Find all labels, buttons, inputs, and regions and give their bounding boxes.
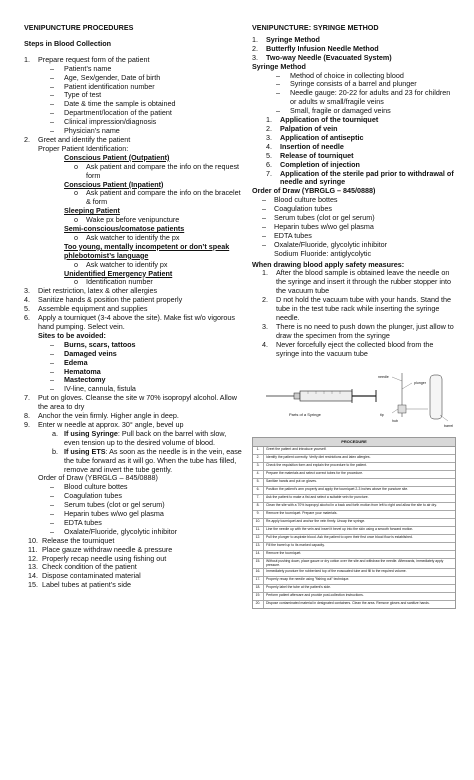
item-number: 2. bbox=[262, 295, 268, 305]
row-number: 17. bbox=[253, 577, 264, 584]
bullet-marker: – bbox=[276, 70, 280, 80]
row-number: 11. bbox=[253, 527, 264, 534]
table-row bbox=[253, 593, 455, 601]
row-number: 15. bbox=[253, 559, 264, 568]
row-number: 13. bbox=[253, 543, 264, 550]
list-item: 3. Diet restriction, latex & other allergies bbox=[24, 286, 158, 296]
item-text: EDTA tubes bbox=[274, 230, 312, 240]
bullet-marker: – bbox=[50, 126, 54, 136]
item-text: Serum tubes (clot or gel serum) bbox=[274, 213, 375, 223]
bullet-marker: – bbox=[50, 90, 54, 100]
figure-caption: Parts of a Syringe bbox=[289, 411, 321, 417]
table-row bbox=[253, 447, 455, 455]
note: Sodium Fluoride: antiglycolytic bbox=[274, 248, 372, 258]
item-text: Type of test bbox=[64, 90, 102, 100]
item-text: Dispose contaminated material bbox=[42, 571, 141, 581]
table-row bbox=[253, 577, 455, 585]
dash-item bbox=[252, 89, 457, 107]
item-text: There is no need to push down the plunger, just allow to draw the specimen from the syringe bbox=[276, 321, 454, 340]
bullet-marker: o bbox=[74, 232, 78, 242]
row-number: 10. bbox=[253, 519, 264, 526]
item-text: Blood culture bottes bbox=[64, 482, 128, 492]
item-number: 4. bbox=[266, 141, 272, 151]
bullet-marker: – bbox=[50, 482, 54, 492]
item-text: Coagulation tubes bbox=[274, 204, 332, 214]
plunger-label: plunger bbox=[414, 380, 426, 385]
row-number: 16. bbox=[253, 569, 264, 576]
item-text: Wake px before venipuncture bbox=[86, 215, 180, 225]
item-text: Burns, scars, tattoos bbox=[64, 339, 136, 349]
bullet-marker: – bbox=[50, 526, 54, 536]
section-title: VENIPUNCTURE: SYRINGE METHOD bbox=[252, 23, 379, 32]
row-text: Remove the tourniquet. bbox=[266, 550, 302, 555]
table-row bbox=[253, 543, 455, 551]
item-text: Date & time the sample is obtained bbox=[64, 99, 176, 109]
needle-label: needle bbox=[378, 374, 389, 379]
item-text: Clinical impression/diagnosis bbox=[64, 117, 157, 127]
row-text: Greet the patient and introduce yourself. bbox=[266, 446, 327, 451]
tip-label: tip bbox=[380, 412, 384, 417]
bullet-marker: – bbox=[50, 509, 54, 519]
bullet-marker: – bbox=[50, 375, 54, 385]
row-text: Identify the patient correctly. Verify diet restrictions and latex allergies. bbox=[266, 454, 371, 459]
item-text: Palpation of vein bbox=[280, 123, 338, 133]
list-item: 5. Assemble equipment and supplies bbox=[24, 304, 148, 314]
item-text: Completion of injection bbox=[280, 159, 360, 169]
list-item bbox=[252, 170, 457, 188]
table-row bbox=[253, 503, 455, 511]
dash-item bbox=[252, 241, 457, 250]
item-number: 4. bbox=[262, 339, 268, 349]
item-text: Check condition of the patient bbox=[42, 562, 137, 572]
row-number: 19. bbox=[253, 593, 264, 600]
bullet-marker: – bbox=[262, 230, 266, 240]
dash-item bbox=[24, 368, 242, 377]
bullet-marker: – bbox=[262, 195, 266, 205]
row-number: 3. bbox=[253, 463, 264, 470]
bullet-marker: – bbox=[50, 348, 54, 358]
section-heading: Steps in Blood Collection bbox=[24, 38, 112, 48]
item-text: Insertion of needle bbox=[280, 141, 344, 151]
item-text: D not hold the vacuum tube with your hands. Stand the tube in the test tube rack while inserting the syringe needle. bbox=[276, 295, 452, 322]
item-text: Heparin tubes w/wo gel plasma bbox=[274, 221, 374, 231]
item-text: Damaged veins bbox=[64, 348, 117, 358]
row-number: 8. bbox=[253, 503, 264, 510]
list-item bbox=[252, 341, 457, 359]
item-text: Edema bbox=[64, 357, 88, 367]
item-text: Two-way Needle (Evacuated System) bbox=[266, 52, 392, 62]
item-text: Oxalate/Fluoride, glycolytic inhibitor bbox=[274, 239, 388, 249]
id-group-label: Sleeping Patient bbox=[64, 206, 120, 216]
bullet-marker: o bbox=[74, 277, 78, 287]
item-text: Application of the tourniquet bbox=[280, 115, 379, 125]
list-item bbox=[252, 54, 457, 63]
item-text: Oxalate/Fluoride, glycolytic inhibitor bbox=[64, 526, 178, 536]
item-text: Mastectomy bbox=[64, 375, 106, 385]
id-group-label: Conscious Patient (Inpatient) bbox=[64, 179, 164, 189]
row-number: 7. bbox=[253, 495, 264, 502]
table-row bbox=[253, 463, 455, 471]
id-group-label: Semi-conscious/comatose patients bbox=[64, 224, 185, 234]
row-number: 18. bbox=[253, 585, 264, 592]
id-group-label: Too young, mentally incompetent or don’t speak phlebotomist’s language bbox=[64, 241, 230, 260]
item-text: Ask patient and compare the info on the bracelet & form bbox=[86, 188, 241, 207]
bullet-marker: – bbox=[262, 221, 266, 231]
item-number: 3. bbox=[262, 321, 268, 331]
list-item: 7. Put on gloves. Cleanse the site w 70% isopropyl alcohol. Allow the area to dry bbox=[24, 393, 237, 412]
list-item: b. If using ETS: As soon as the needle is in the vein, ease the tube forward as it will go. When the tube has filled, remove and invert the tube gently. bbox=[52, 446, 242, 474]
item-text: Age, Sex/gender, Date of birth bbox=[64, 72, 161, 82]
item-text: Department/location of the patient bbox=[64, 108, 172, 118]
list-item bbox=[252, 269, 457, 296]
row-text: Properly recap the needle using "fishing out" technique. bbox=[266, 576, 350, 581]
bullet-marker: – bbox=[276, 106, 280, 116]
table-row bbox=[253, 487, 455, 495]
item-text: Application of the sterile pad prior to withdrawal of needle and syringe bbox=[280, 168, 454, 187]
row-text: Properly label the tube at the patient's side. bbox=[266, 584, 331, 589]
row-text: Pull the plunger to aspirate blood. Ask the patient to open their first once blood flow is established. bbox=[266, 534, 413, 539]
list-item: 9. Enter w needle at approx. 30° angle, bevel up bbox=[24, 419, 184, 429]
item-number: 13. bbox=[28, 562, 38, 572]
syringe-diagram bbox=[252, 365, 457, 431]
dash-item bbox=[24, 350, 242, 359]
item-number: 1. bbox=[262, 268, 268, 278]
row-number: 6. bbox=[253, 487, 264, 494]
item-text: EDTA tubes bbox=[64, 517, 102, 527]
sub-heading: Sites to be avoided: bbox=[38, 330, 106, 340]
item-text: Heparin tubes w/wo gel plasma bbox=[64, 509, 164, 519]
dash-item bbox=[24, 163, 242, 181]
item-text: Butterfly Infusion Needle Method bbox=[266, 43, 379, 53]
row-text: Clean the site with a 70% isopropyl alcohol in a back and forth motion from left to right and allow the site to air dry. bbox=[266, 502, 437, 507]
item-number: 1. bbox=[266, 115, 272, 125]
bullet-marker: o bbox=[74, 161, 78, 171]
item-number: 10. bbox=[28, 535, 38, 545]
item-number: 2. bbox=[252, 43, 258, 53]
list-item: 4. Sanitize hands & position the patient properly bbox=[24, 295, 183, 305]
id-group-label: Conscious Patient (Outpatient) bbox=[64, 152, 170, 162]
item-text: Physician’s name bbox=[64, 126, 120, 136]
table-row bbox=[253, 551, 455, 559]
row-text: Immediately puncture the rubberized top of the evacuated tube and fill to the required volume. bbox=[266, 568, 407, 573]
row-text: Check the requisition form and explain the procedure to the patient. bbox=[266, 462, 368, 467]
list-item bbox=[252, 296, 457, 323]
item-number: 5. bbox=[266, 150, 272, 160]
dash-item bbox=[24, 510, 242, 519]
item-text: Needle gauge: 20-22 for adults and 23 for children or adults w small/fragile veins bbox=[290, 88, 451, 107]
item-number: 3. bbox=[252, 52, 258, 62]
item-text: Method of choice in collecting blood bbox=[290, 70, 404, 80]
item-number: 11. bbox=[28, 544, 38, 554]
bullet-marker: – bbox=[276, 79, 280, 89]
item-text: Ask watcher to identify px bbox=[86, 259, 168, 269]
row-number: 1. bbox=[253, 447, 264, 454]
table-row bbox=[253, 559, 455, 569]
hub-label: hub bbox=[392, 418, 398, 423]
bullet-marker: – bbox=[262, 204, 266, 214]
item-text: Patient’s name bbox=[64, 63, 112, 73]
row-text: Re-apply tourniquet and anchor the vein firmly. Uncap the syringe. bbox=[266, 518, 366, 523]
row-number: 2. bbox=[253, 455, 264, 462]
item-number: 6. bbox=[266, 159, 272, 169]
procedure-table bbox=[252, 437, 456, 609]
bullet-marker: – bbox=[50, 81, 54, 91]
table-row bbox=[253, 601, 455, 608]
bullet-marker: – bbox=[50, 117, 54, 127]
table-row bbox=[253, 511, 455, 519]
sub-heading: When drawing blood apply safety measures: bbox=[252, 259, 405, 269]
page-title: VENIPUNCTURE PROCEDURES bbox=[24, 23, 134, 32]
row-text: Dispose contaminated material in designated containers. Clean the area. Remove gloves and sanitize hands. bbox=[266, 600, 430, 605]
bullet-marker: – bbox=[50, 339, 54, 349]
syringe-figure bbox=[252, 365, 457, 431]
bullet-marker: – bbox=[50, 63, 54, 73]
row-text: Fill the barrel up to its marked capacity. bbox=[266, 542, 325, 547]
dash-item bbox=[24, 359, 242, 368]
item-text: Release of tourniquet bbox=[280, 150, 354, 160]
table-row bbox=[253, 519, 455, 527]
item-text: Hematoma bbox=[64, 366, 101, 376]
item-text: Blood culture bottes bbox=[274, 195, 338, 205]
item-number: 7. bbox=[266, 168, 272, 178]
dash-item bbox=[24, 83, 242, 92]
row-text: Prepare the materials and select correct tubes for the procedure. bbox=[266, 470, 364, 475]
list-item bbox=[24, 581, 242, 590]
dash-item: – IV-line, cannula, fistula bbox=[50, 384, 136, 394]
dash-item bbox=[24, 189, 242, 207]
dash-item bbox=[24, 118, 242, 127]
bullet-marker: o bbox=[74, 259, 78, 269]
row-text: Line the needle up with the vein and insert it bevel up into the skin using a smooth forward motion. bbox=[266, 526, 414, 531]
bullet-marker: – bbox=[262, 213, 266, 223]
sub-heading: Order of Draw (YBRGLG – 845/0888) bbox=[38, 473, 158, 483]
item-text: Release the tourniquet bbox=[42, 535, 115, 545]
bullet-marker: – bbox=[50, 99, 54, 109]
barrel-label: barrel bbox=[444, 423, 454, 428]
item-text: Application of antiseptic bbox=[280, 132, 364, 142]
bullet-marker: – bbox=[276, 88, 280, 98]
item-text: Ask patient and compare the info on the request form bbox=[86, 161, 240, 180]
table-row bbox=[253, 585, 455, 593]
list-item: 8. Anchor the vein firmly. Higher angle in deep. bbox=[24, 411, 179, 421]
item-text: Serum tubes (clot or gel serum) bbox=[64, 500, 165, 510]
list-item: 1. Prepare request form of the patient bbox=[24, 54, 150, 64]
table-row bbox=[253, 527, 455, 535]
row-number: 4. bbox=[253, 471, 264, 478]
left-column bbox=[24, 24, 242, 590]
id-group-label: Unidentified Emergency Patient bbox=[64, 268, 173, 278]
list-item bbox=[252, 323, 457, 341]
table-row bbox=[253, 535, 455, 543]
row-text: Position the patient's arm properly and apply the tourniquet 2-3 inches above the puncture site. bbox=[266, 486, 409, 491]
item-text: Small, fragile or damaged veins bbox=[290, 106, 391, 116]
row-number: 20. bbox=[253, 601, 264, 608]
item-text: Never forcefully eject the collected blood from the syringe into the vacuum tube bbox=[276, 339, 434, 358]
bullet-marker: – bbox=[50, 72, 54, 82]
item-number: 2. bbox=[266, 123, 272, 133]
item-number: 12. bbox=[28, 553, 38, 563]
table-row bbox=[253, 471, 455, 479]
item-text: After the blood sample is obtained leave the needle on the syringe and insert it through the rubber stopper into the vacuum tube bbox=[276, 268, 452, 296]
item-text: Ask watcher to identify the px bbox=[86, 232, 180, 242]
bullet-marker: o bbox=[74, 188, 78, 198]
table-row bbox=[253, 495, 455, 503]
row-text: Perform patient aftercare and provide post-collection instructions. bbox=[266, 592, 364, 597]
item-number: 1. bbox=[252, 34, 258, 44]
row-number: 14. bbox=[253, 551, 264, 558]
bullet-marker: – bbox=[50, 491, 54, 501]
item-text: Place gauze withdraw needle & pressure bbox=[42, 544, 173, 554]
row-number: 9. bbox=[253, 511, 264, 518]
bullet-marker: – bbox=[50, 366, 54, 376]
item-text: Identification number bbox=[86, 277, 153, 287]
bullet-marker: – bbox=[50, 500, 54, 510]
sub-heading: Order of Draw (YBRGLG – 845/0888) bbox=[252, 186, 376, 196]
bullet-marker: – bbox=[50, 108, 54, 118]
sub-heading: Proper Patient Identification: bbox=[38, 143, 129, 153]
row-number: 12. bbox=[253, 535, 264, 542]
table-row bbox=[253, 455, 455, 463]
sub-heading: Syringe Method bbox=[252, 61, 306, 71]
item-text: Syringe Method bbox=[266, 34, 320, 44]
row-text: Sanitize hands and put on gloves. bbox=[266, 478, 317, 483]
item-text: Patient identification number bbox=[64, 81, 155, 91]
item-number: 14. bbox=[28, 571, 38, 581]
item-text: Coagulation tubes bbox=[64, 491, 122, 501]
list-item: 6. Apply a tourniquet (3-4 above the site). Make fist w/o vigorous hand pumping. Select vein. bbox=[24, 313, 235, 331]
item-number: 15. bbox=[28, 580, 38, 590]
row-text: Without pushing down, place gauze or dry cotton over the site and withdraw the needle. Afterwards, immediately apply pressure. bbox=[266, 558, 444, 568]
row-number: 5. bbox=[253, 479, 264, 486]
table-row bbox=[253, 479, 455, 487]
item-number: 3. bbox=[266, 132, 272, 142]
dash-item bbox=[24, 341, 242, 350]
table-header: PROCEDURE bbox=[253, 438, 455, 447]
bullet-marker: – bbox=[50, 517, 54, 527]
dash-item bbox=[24, 483, 242, 492]
table-row bbox=[253, 569, 455, 577]
bullet-marker: o bbox=[74, 215, 78, 225]
item-text: Syringe consists of a barrel and plunger bbox=[290, 79, 417, 89]
row-text: Ask the patient to make a fist and select a suitable vein for puncture. bbox=[266, 494, 369, 499]
bullet-marker: – bbox=[50, 357, 54, 367]
bullet-marker: – bbox=[262, 239, 266, 249]
list-item: 2. Greet and identify the patient bbox=[24, 134, 131, 144]
right-column bbox=[252, 24, 457, 609]
row-text: Remove the tourniquet. Prepare your materials. bbox=[266, 510, 338, 515]
item-text: Label tubes at patient’s side bbox=[42, 580, 131, 590]
list-item: a. If using Syringe: Pull back on the barrel with slow, even tension up to the desired volume of blood. bbox=[52, 428, 227, 447]
item-text: Properly recap needle using fishing out bbox=[42, 553, 167, 563]
